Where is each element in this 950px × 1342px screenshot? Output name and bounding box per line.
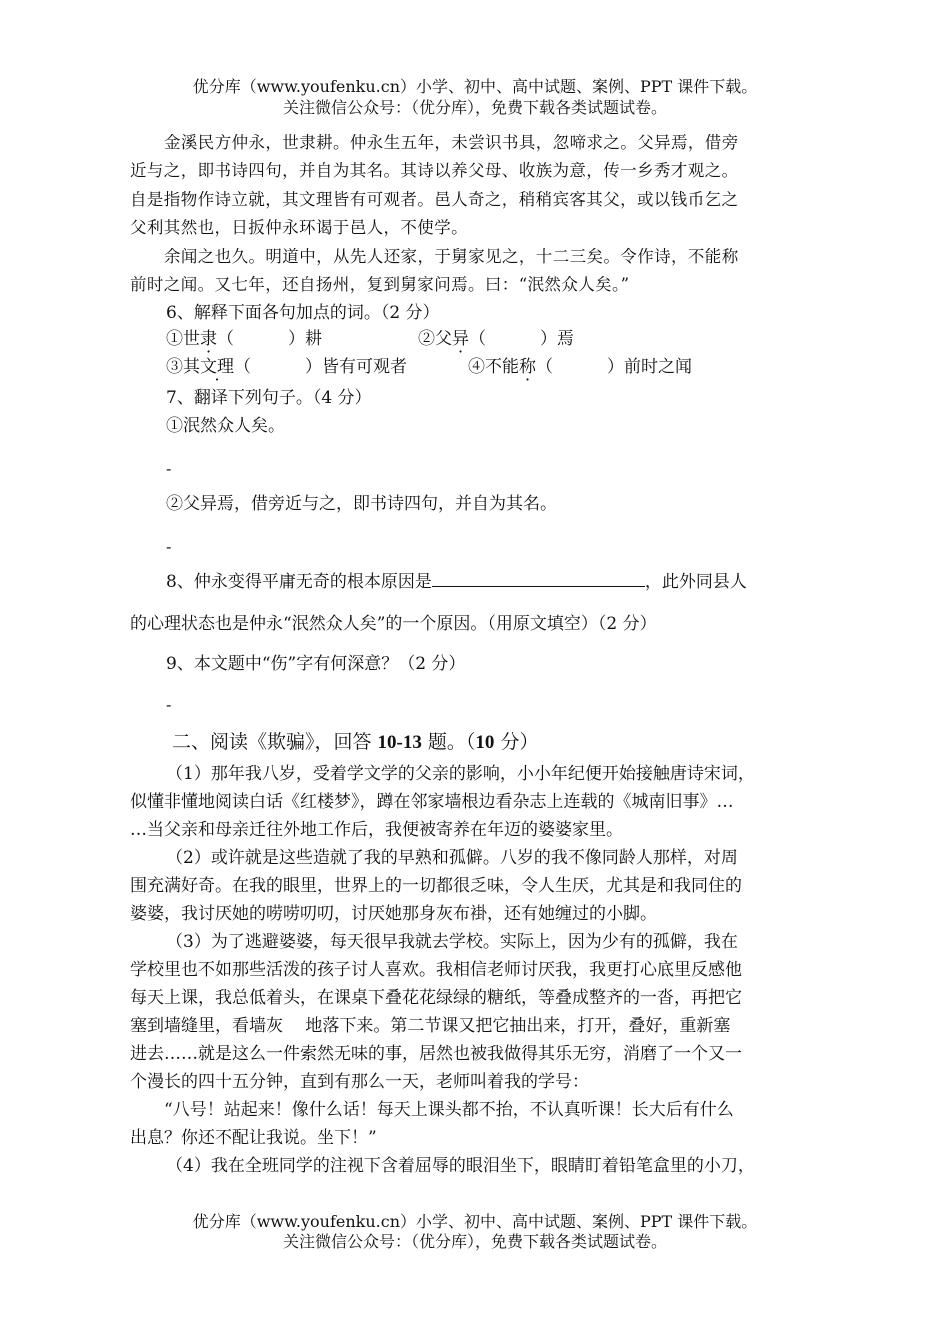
section-2-score: 10 (475, 732, 495, 753)
header-line-2: 关注微信公众号：（优分库），免费下载各类试题试卷。 (282, 98, 667, 117)
q6-item-1-post: （ ）耕 (217, 329, 323, 349)
q6-item-1 (166, 324, 322, 349)
q6-item-4-post: （ ）前时之闻 (536, 357, 693, 377)
footer-line-2: 关注微信公众号：（优分库），免费下载各类试题试卷。 (282, 1232, 667, 1251)
passage-line-4: 父利其然也，日扳仲永环谒于邑人，不使学。 (130, 218, 468, 237)
q8-part-1: 8、仲永变得平庸无奇的根本原因是 (166, 572, 432, 592)
section-2-title (172, 727, 538, 754)
story-line-14: 出息？你还不配让我说。坐下！” (130, 1128, 377, 1148)
story-line-11: 进去……就是这么一件索然无味的事，居然也被我做得其乐无穷，消磨了一个又一 (130, 1044, 742, 1064)
q6-item-4-pre: ④不能 (468, 357, 519, 377)
q6-item-2-pre: ②父 (418, 329, 452, 349)
q6-item-3-post: （ ）皆有可观者 (234, 357, 408, 377)
section-2-pre: 二、阅读《欺骗》，回答 (172, 731, 378, 753)
story-line-3: …当父亲和母亲迁往外地工作后，我便被寄养在年迈的婆婆家里。 (130, 820, 623, 840)
passage-line-6: 前时之闻。又七年，还自扬州，复到舅家问焉。曰：“泯然众人矣。” (130, 275, 630, 294)
passage-line-3: 自是指物作诗立就，其文理皆有可观者。邑人奇之，稍稍宾客其父，或以钱币乞之 (130, 190, 739, 209)
q8-line-2: 的心理状态也是仲永“泯然众人矣”的一个原因。（用原文填空）（2 分） (130, 614, 657, 634)
story-line-6: 婆婆，我讨厌她的唠唠叨叨，讨厌她那身灰布褂，还有她缠过的小脚。 (130, 904, 657, 924)
passage-line-2: 近与之，即书诗四句，并自为其名。其诗以养父母、收族为意，传一乡秀才观之。 (130, 161, 739, 180)
q8-line-1 (166, 567, 747, 592)
q6-item-3 (166, 352, 407, 377)
q9-title: 9、本文题中“伤”字有何深意？（2 分） (166, 654, 466, 674)
answer-dash-2: - (166, 537, 172, 556)
story-line-9: 每天上课，我总低着头，在课桌下叠花花绿绿的糖纸，等叠成整齐的一沓，再把它 (130, 988, 742, 1008)
q6-item-2-post: （ ）焉 (469, 329, 575, 349)
q6-item-4 (468, 352, 692, 377)
q8-answer-blank[interactable] (432, 572, 645, 587)
q6-item-3-dotted: 文理 (200, 357, 234, 377)
answer-dash-3: - (166, 695, 172, 714)
q7-sentence-1: ①泯然众人矣。 (166, 416, 285, 436)
q7-title: 7、翻译下列句子。（4 分） (166, 388, 372, 408)
q6-item-3-pre: ③其 (166, 357, 200, 377)
q6-item-2-dotted: 异 (452, 329, 469, 349)
q7-sentence-2: ②父异焉，借旁近与之，即书诗四句，并自为其名。 (166, 494, 557, 514)
story-line-10: 塞到墙缝里，看墙灰 地落下来。第二节课又把它抽出来，打开，叠好，重新塞 (130, 1016, 731, 1036)
header-line-1: 优分库（www.youfenku.cn）小学、初中、高中试题、案例、PPT 课件下载。 (192, 77, 758, 96)
passage-line-5: 余闻之也久。明道中，从先人还家，于舅家见之，十二三矣。令作诗，不能称 (164, 247, 739, 266)
footer-line-1: 优分库（www.youfenku.cn）小学、初中、高中试题、案例、PPT 课件下载。 (192, 1212, 758, 1231)
q6-title: 6、解释下面各句加点的词。（2 分） (166, 303, 440, 323)
section-2-mid: 题。（ (421, 731, 476, 753)
story-line-5: 围充满好奇。在我的眼里，世界上的一切都很乏味，令人生厌，尤其是和我同住的 (130, 876, 742, 896)
story-line-1: （1）那年我八岁，受着学文学的父亲的影响，小小年纪便开始接触唐诗宋词， (166, 764, 755, 784)
q6-item-2 (418, 324, 574, 349)
story-line-15: （4）我在全班同学的注视下含着屈辱的眼泪坐下，眼睛盯着铅笔盒里的小刀， (166, 1156, 755, 1176)
q6-item-1-pre: ①世 (166, 329, 200, 349)
section-2-range: 10-13 (377, 732, 422, 753)
story-line-13: “八号！站起来！像什么话！每天上课头都不抬，不认真听课！长大后有什么 (164, 1100, 734, 1120)
section-2-post: 分） (494, 731, 539, 753)
q6-item-1-dotted: 隶 (200, 329, 217, 349)
story-line-12: 个漫长的四十五分钟，直到有那么一天，老师叫着我的学号： (130, 1072, 589, 1092)
story-line-4: （2）或许就是这些造就了我的早熟和孤僻。八岁的我不像同龄人那样，对周 (166, 848, 738, 868)
answer-dash-1: - (166, 459, 172, 478)
story-line-2: 似懂非懂地阅读白话《红楼梦》，蹲在邻家墙根边看杂志上连载的《城南旧事》… (130, 792, 734, 812)
passage-line-1: 金溪民方仲永，世隶耕。仲永生五年，未尝识书具，忽啼求之。父异焉，借旁 (164, 133, 739, 152)
story-line-7: （3）为了逃避婆婆，每天很早我就去学校。实际上，因为少有的孤僻，我在 (166, 932, 738, 952)
story-line-8: 学校里也不如那些活泼的孩子讨人喜欢。我相信老师讨厌我，我更打心底里反感他 (130, 960, 742, 980)
q8-part-2: ，此外同县人 (644, 572, 747, 592)
q6-item-4-dotted: 称 (519, 357, 536, 377)
